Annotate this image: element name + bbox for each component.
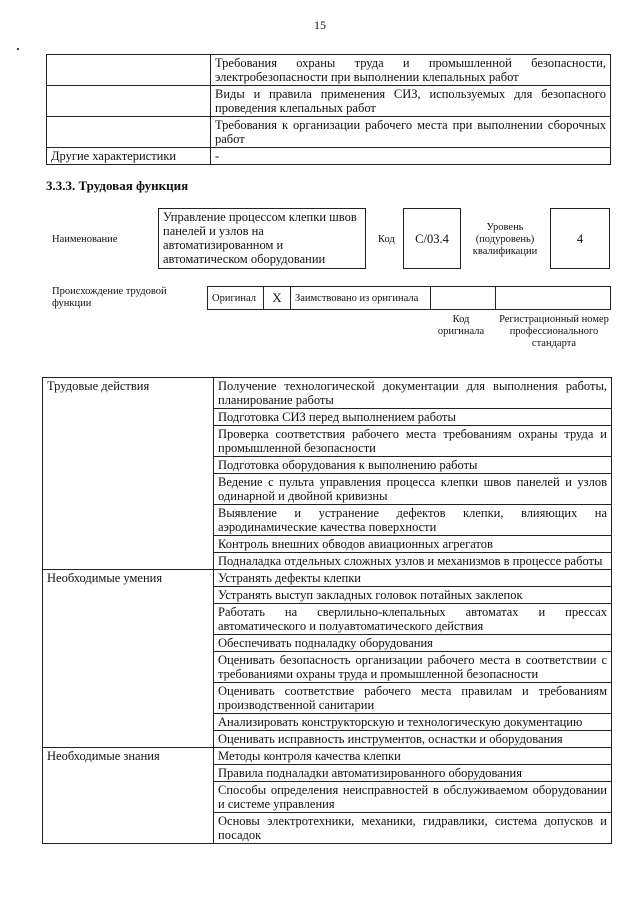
list-item: Подготовка СИЗ перед выполнением работы [214, 409, 612, 426]
function-name-box: Управление процессом клепки швов панелей и узлов на автоматизированном и автоматическом оборудовании [158, 208, 366, 269]
other-characteristics-label: Другие характеристики [47, 148, 211, 165]
list-item: Получение технологической документации для выполнения работы, планирование работы [214, 378, 612, 409]
category-required-skills: Необходимые умения [43, 570, 214, 587]
original-label: Оригинал [207, 286, 264, 310]
table-row [43, 587, 612, 604]
other-characteristics-value: - [211, 148, 611, 165]
table-row [43, 505, 612, 536]
original-mark: X [263, 286, 291, 310]
code-original-box [430, 286, 496, 310]
list-item: Подготовка оборудования к выполнению работы [214, 457, 612, 474]
table-row [43, 570, 612, 587]
page-number: 15 [314, 18, 326, 32]
table-row [43, 765, 612, 782]
table-row [47, 148, 611, 165]
table-cell-label [47, 86, 211, 117]
table-row [43, 536, 612, 553]
table-row [43, 683, 612, 714]
code-original-label: Код оригинала [437, 314, 485, 337]
list-item: Контроль внешних обводов авиационных агрегатов [214, 536, 612, 553]
name-label: Наименование [52, 234, 118, 245]
origin-row [207, 286, 611, 310]
reg-number-label: Регистрационный номер профессионального стандарта [499, 314, 609, 349]
table-row [43, 748, 612, 765]
origin-label: Происхождение трудовой функции [52, 286, 167, 309]
list-item: Устранять дефекты клепки [214, 570, 612, 587]
table-row [43, 604, 612, 635]
level-label: Уровень (подуровень) квалификации [472, 222, 538, 257]
code-label: Код [378, 234, 395, 245]
table-row [47, 55, 611, 86]
list-item: Подналадка отдельных сложных узлов и механизмов в процессе работы [214, 553, 612, 570]
table-row [43, 635, 612, 652]
list-item: Ведение с пульта управления процесса клепки швов панелей и узлов одинарной и двойной кривизны [214, 474, 612, 505]
margin-mark [17, 48, 19, 50]
list-item: Правила подналадки автоматизированного оборудования [214, 765, 612, 782]
table-row [43, 813, 612, 844]
table-row [43, 409, 612, 426]
table-row [43, 731, 612, 748]
table-row [47, 86, 611, 117]
list-item: Основы электротехники, механики, гидравлики, система допусков и посадок [214, 813, 612, 844]
table-row [43, 553, 612, 570]
section-title: 3.3.3. Трудовая функция [46, 178, 189, 193]
list-item: Анализировать конструкторскую и технологическую документацию [214, 714, 612, 731]
list-item: Проверка соответствия рабочего места требованиям охраны труда и промышленной безопасности [214, 426, 612, 457]
list-item: Оценивать соответствие рабочего места правилам и требованиям производственной санитарии [214, 683, 612, 714]
list-item: Оценивать безопасность организации рабочего места в соответствии с требованиями охраны труда и промышленной безопасности [214, 652, 612, 683]
list-item: Выявление и устранение дефектов клепки, влияющих на аэродинамические качества поверхности [214, 505, 612, 536]
category-required-knowledge: Необходимые знания [43, 748, 214, 765]
list-item: Работать на сверлильно-клепальных автоматах и прессах автоматического и полуавтоматического действия [214, 604, 612, 635]
requirements-table [46, 54, 611, 165]
borrowed-label: Заимствовано из оригинала [290, 286, 431, 310]
table-row [47, 117, 611, 148]
table-cell-text: Требования охраны труда и промышленной безопасности, электробезопасности при выполнении клепальных работ [211, 55, 611, 86]
table-row [43, 782, 612, 813]
table-cell-label [47, 117, 211, 148]
list-item: Методы контроля качества клепки [214, 748, 612, 765]
table-cell-label [47, 55, 211, 86]
table-cell-text: Виды и правила применения СИЗ, используемых для безопасного проведения клепальных работ [211, 86, 611, 117]
list-item: Устранять выступ закладных головок потайных заклепок [214, 587, 612, 604]
labor-function-table [42, 377, 612, 844]
table-row [43, 652, 612, 683]
table-row [43, 378, 612, 409]
table-row [43, 426, 612, 457]
code-box: C/03.4 [403, 208, 461, 269]
table-cell-text: Требования к организации рабочего места при выполнении сборочных работ [211, 117, 611, 148]
list-item: Обеспечивать подналадку оборудования [214, 635, 612, 652]
table-row [43, 714, 612, 731]
reg-number-box [495, 286, 611, 310]
list-item: Оценивать исправность инструментов, оснастки и оборудования [214, 731, 612, 748]
table-row [43, 457, 612, 474]
table-row [43, 474, 612, 505]
category-labor-actions: Трудовые действия [43, 378, 214, 409]
level-box: 4 [550, 208, 610, 269]
list-item: Способы определения неисправностей в обслуживаемом оборудовании и системе управления [214, 782, 612, 813]
